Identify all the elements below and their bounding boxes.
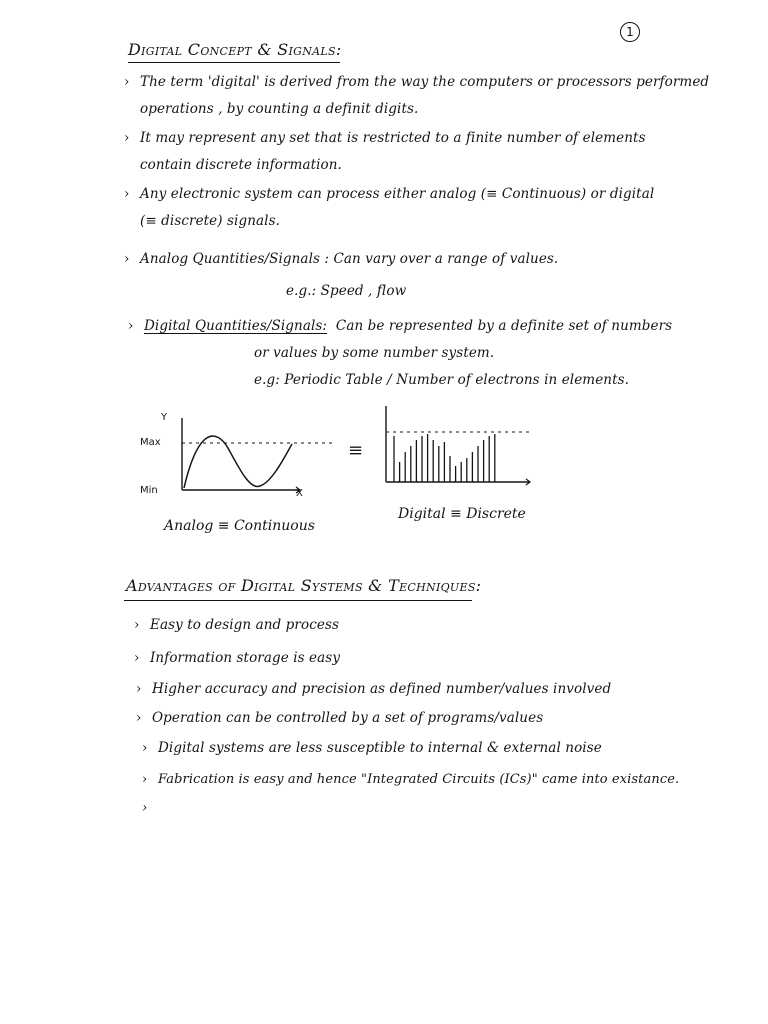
section-title-digital-concept: Digital Concept & Signals: — [128, 40, 342, 59]
trailing-bullet-marker: › — [142, 800, 148, 816]
analog-max-label: Max — [140, 437, 161, 448]
bullet-4-example: e.g.: Speed , flow — [286, 283, 407, 299]
bullet-text: The term 'digital' is derived from the way the computers or processors performed — [140, 74, 710, 90]
bullet-marker: › — [124, 251, 130, 267]
advantage-text: Easy to design and process — [150, 617, 340, 633]
equivalence-sign: ≡ — [348, 440, 364, 461]
advantage-item-4 — [136, 710, 543, 726]
bullet-text: Analog Quantities/Signals : Can vary over a range of values. — [140, 251, 559, 267]
advantage-text: Digital systems are less susceptible to internal & external noise — [158, 740, 602, 756]
bullet-marker: › — [136, 710, 142, 726]
digital-caption: Digital ≡ Discrete — [398, 506, 526, 522]
bullet-marker: › — [142, 740, 148, 756]
bullet-text: Can be represented by a definite set of numbers — [335, 318, 673, 334]
advantage-item-6 — [142, 772, 679, 787]
advantage-text: Higher accuracy and precision as defined number/values involved — [152, 681, 612, 697]
analog-waveform — [184, 436, 292, 488]
bullet-text: It may represent any set that is restricted to a finite number of elements — [140, 130, 646, 146]
bullet-5-line-2: or values by some number system. — [254, 345, 495, 361]
digital-sample-bars — [394, 434, 495, 482]
bullet-marker: › — [134, 650, 140, 666]
bullet-5-line-1 — [128, 318, 672, 334]
analog-x-axis-label: X — [296, 488, 303, 499]
page-number: 1 — [620, 22, 640, 42]
bullet-1-line-1 — [124, 74, 709, 90]
advantage-item-3 — [136, 681, 611, 697]
title-underline — [124, 600, 472, 601]
bullet-2-line-1 — [124, 130, 646, 146]
advantage-item-2 — [134, 650, 340, 666]
digital-quantities-label: Digital Quantities/Signals: — [144, 318, 328, 334]
advantage-item-1 — [134, 617, 339, 633]
bullet-marker: › — [124, 130, 130, 146]
advantage-text: Information storage is easy — [150, 650, 341, 666]
bullet-marker: › — [134, 617, 140, 633]
advantage-item-5 — [142, 740, 602, 756]
bullet-1-line-2: operations , by counting a definit digits. — [140, 101, 419, 117]
title-underline — [128, 62, 340, 63]
bullet-3-line-2: (≡ discrete) signals. — [140, 213, 281, 229]
analog-signal-graph — [176, 418, 336, 508]
bullet-5-example: e.g: Periodic Table / Number of electrons in elements. — [254, 372, 630, 388]
analog-caption: Analog ≡ Continuous — [164, 518, 315, 534]
analog-min-label: Min — [140, 485, 158, 496]
bullet-marker: › — [124, 186, 130, 202]
bullet-marker: › — [124, 74, 130, 90]
bullet-marker: › — [142, 772, 148, 787]
analog-y-axis-label: Y — [161, 412, 168, 423]
bullet-text: Any electronic system can process either analog (≡ Continuous) or digital — [140, 186, 655, 202]
section-title-advantages: Advantages of Digital Systems & Techniques: — [126, 576, 482, 595]
bullet-marker: › — [128, 318, 134, 334]
bullet-2-line-2: contain discrete information. — [140, 157, 342, 173]
advantage-text: Operation can be controlled by a set of programs/values — [152, 710, 544, 726]
bullet-marker: › — [136, 681, 142, 697]
digital-signal-graph — [378, 406, 538, 501]
advantage-text: Fabrication is easy and hence "Integrated Circuits (ICs)" came into existance. — [158, 772, 680, 787]
bullet-4-line-1 — [124, 251, 558, 267]
bullet-3-line-1 — [124, 186, 654, 202]
